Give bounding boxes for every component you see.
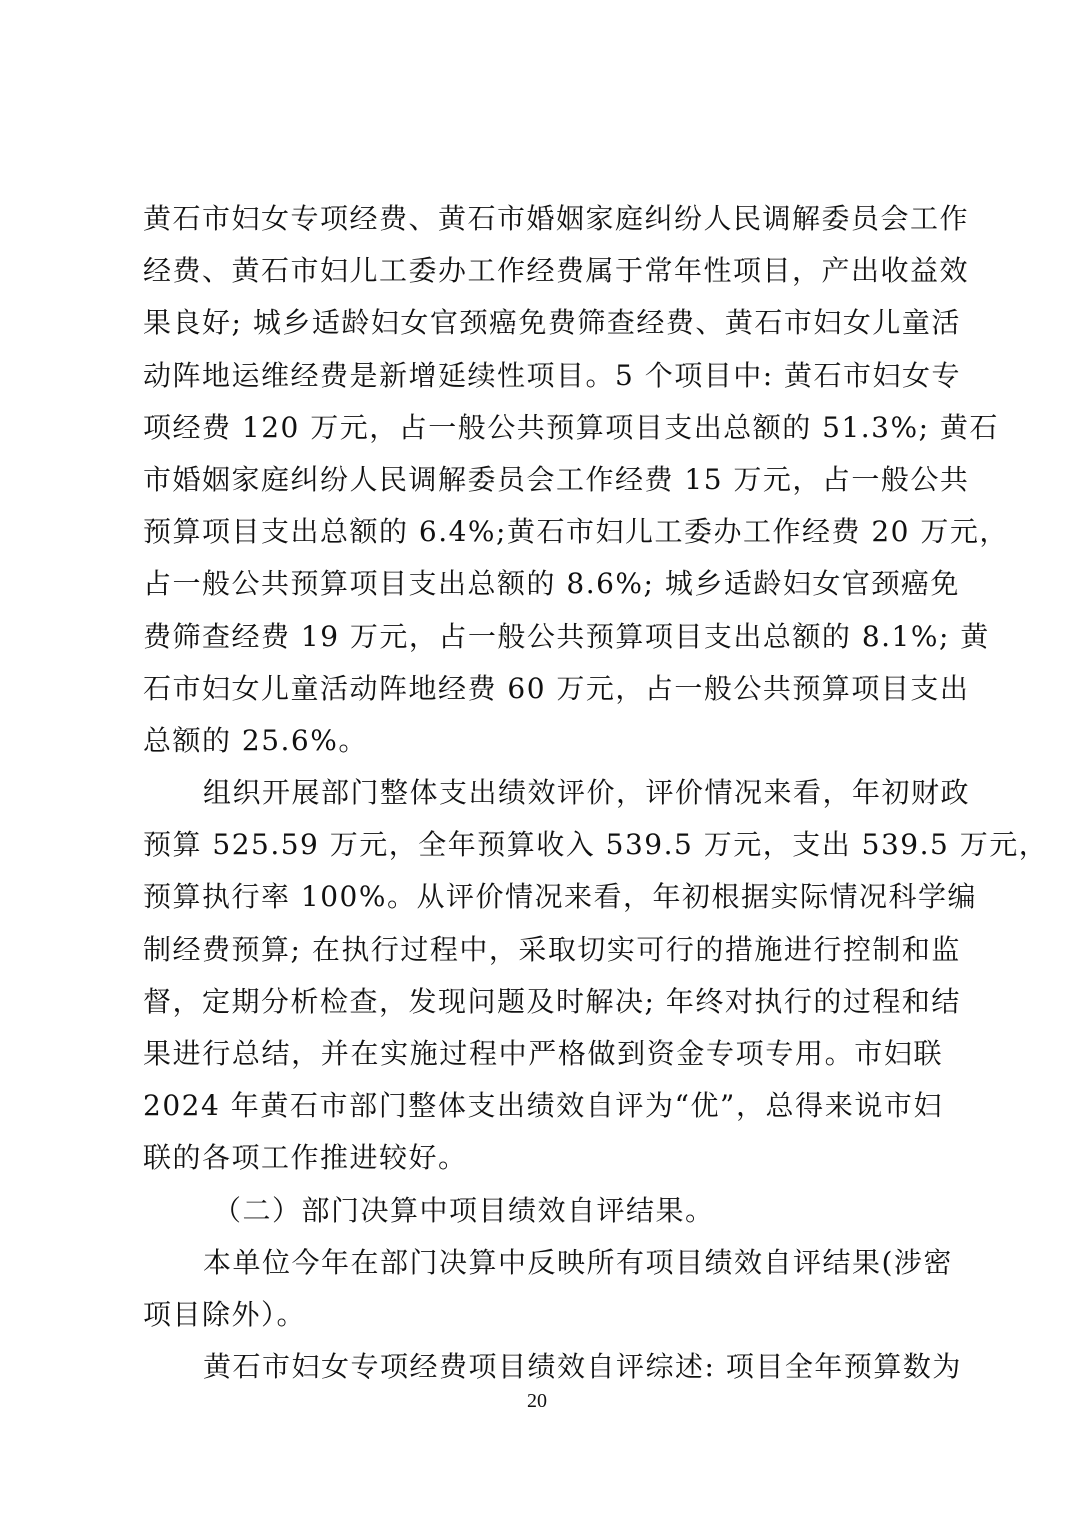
text-line: 动阵地运维经费是新增延续性项目。5 个项目中: 黄石市妇女专 <box>143 358 962 392</box>
text-line: 督，定期分析检查，发现问题及时解决; 年终对执行的过程和结 <box>143 984 961 1018</box>
heading-line: （二）部门决算中项目绩效自评结果。 <box>213 1193 715 1227</box>
text-line: 预算项目支出总额的 6.4%;黄石市妇儿工委办工作经费 20 万元， <box>143 515 1009 549</box>
text-line: 预算执行率 100%。从评价情况来看，年初根据实际情况科学编 <box>143 880 977 914</box>
section-heading <box>143 1185 943 1237</box>
text-line: 本单位今年在部门决算中反映所有项目绩效自评结果(涉密 <box>203 1245 953 1279</box>
text-line: 石市妇女儿童活动阵地经费 60 万元，占一般公共预算项目支出 <box>143 671 970 705</box>
text-line: 果进行总结，并在实施过程中严格做到资金专项专用。市妇联 <box>143 1037 943 1070</box>
text-line: 经费、黄石市妇儿工委办工作经费属于常年性项目，产出收益效 <box>143 254 970 288</box>
text-line: 黄石市妇女专项经费项目绩效自评综述: 项目全年预算数为 <box>203 1350 962 1384</box>
text-line: 联的各项工作推进较好。 <box>143 1141 468 1175</box>
text-line: 占一般公共预算项目支出总额的 8.6%; 城乡适龄妇女官颈癌免 <box>143 567 960 601</box>
text-line: 项目除外）。 <box>143 1297 307 1331</box>
text-line: 果良好; 城乡适龄妇女官颈癌免费筛查经费、黄石市妇女儿童活 <box>143 306 961 340</box>
paragraph-project-summary <box>143 193 1009 767</box>
paragraph-project-results <box>143 1237 953 1341</box>
text-line: 制经费预算; 在执行过程中，采取切实可行的措施进行控制和监 <box>143 932 961 966</box>
body-text <box>143 193 1049 1393</box>
text-line: 市婚姻家庭纠纷人民调解委员会工作经费 15 万元，占一般公共 <box>143 462 970 496</box>
text-line: 费筛查经费 19 万元，占一般公共预算项目支出总额的 8.1%; 黄 <box>143 619 990 653</box>
text-line: 黄石市妇女专项经费、黄石市婚姻家庭纠纷人民调解委员会工作 <box>143 202 970 235</box>
paragraph-special-fund-summary <box>143 1341 962 1393</box>
text-line: 项经费 120 万元，占一般公共预算项目支出总额的 51.3%; 黄石 <box>143 410 999 444</box>
page-number: 20 <box>527 1390 547 1412</box>
paragraph-overall-evaluation <box>143 767 1049 1185</box>
text-line: 组织开展部门整体支出绩效评价，评价情况来看，年初财政 <box>203 776 971 810</box>
text-line: 总额的 25.6%。 <box>143 723 368 757</box>
text-line: 预算 525.59 万元，全年预算收入 539.5 万元，支出 539.5 万元， <box>143 828 1049 862</box>
text-line: 2024 年黄石市部门整体支出绩效自评为“优”，总得来说市妇 <box>143 1089 943 1123</box>
